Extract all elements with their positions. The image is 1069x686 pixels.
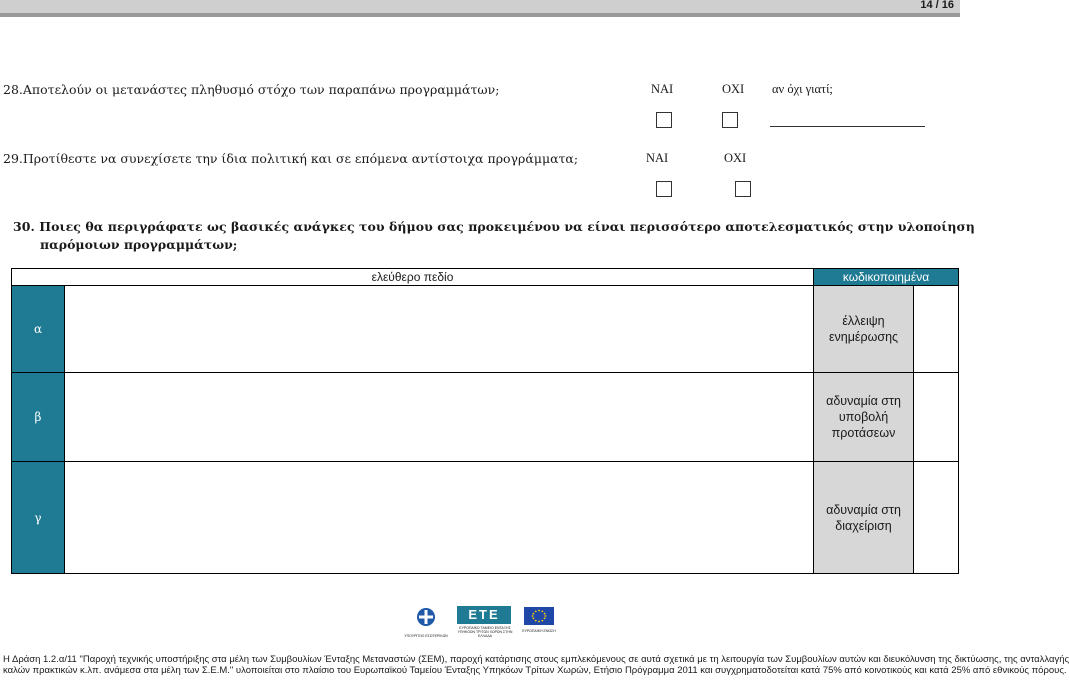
code-mark-a[interactable]: [914, 286, 959, 373]
q28-no-label: ΟΧΙ: [722, 82, 745, 96]
q28-yes-label: ΝΑΙ: [651, 82, 674, 96]
q29-no-checkbox[interactable]: [735, 181, 751, 197]
question-29: 29.Προτίθεστε να συνεχίσετε την ίδια πολιτική και σε επόμενα αντίστοιχα προγράμματα;: [3, 151, 579, 166]
free-field-a[interactable]: [65, 286, 814, 373]
question-30-line2: παρόμοιων προγραμμάτων;: [40, 237, 238, 252]
free-field-c[interactable]: [65, 462, 814, 574]
row-label-c: γ: [12, 462, 65, 574]
greek-ministry-logo: [404, 606, 448, 636]
row-label-b: β: [12, 373, 65, 462]
header-divider: [0, 14, 960, 17]
left-logo-caption: ΥΠΟΥΡΓΕΙΟ ΕΣΩΤΕΡΙΚΩΝ: [404, 634, 448, 638]
question-30-line1: 30. Ποιες θα περιγράφατε ως βασικές ανάγκες του δήμου σας προκειμένου να είναι περισσότερο αποτελεσματικός στην υλοποίηση: [13, 219, 975, 234]
code-mark-c[interactable]: [914, 462, 959, 574]
q29-yes-label: ΝΑΙ: [646, 151, 669, 165]
ete-logo-mark: ΕΤΕ: [457, 606, 511, 624]
free-field-b[interactable]: [65, 373, 814, 462]
q28-why-label: αν όχι γιατί;: [772, 82, 833, 96]
eu-flag-icon: [524, 607, 554, 625]
table-row: [12, 286, 959, 373]
page-number: 14 / 16: [920, 0, 954, 11]
question-28: 28.Αποτελούν οι μετανάστες πληθυσμό στόχο των παραπάνω προγραμμάτων;: [3, 82, 500, 97]
code-option-a: έλλειψη ενημέρωσης: [814, 286, 914, 373]
q28-yes-checkbox[interactable]: [656, 112, 672, 128]
code-option-b: αδυναμία στη υποβολή προτάσεων: [814, 373, 914, 462]
q29-yes-checkbox[interactable]: [656, 181, 672, 197]
code-option-c: αδυναμία στη διαχείριση: [814, 462, 914, 574]
right-logo-caption: ΕΥΡΩΠΑΪΚΗ ΕΝΩΣΗ: [522, 629, 556, 633]
footer-line-1: Η Δράση 1.2.α/11 "Παροχή τεχνικής υποστήριξης στα μέλη των Συμβουλίων Ένταξης Μεταναστών (ΣΕΜ), παροχή κατάρτισης στους εμπλεκόμενους σε αυτά σχετικά με τη λειτουργία των Συμβουλίων αυτών και διευκόλυνση της δικτύωσης, της ανταλλαγής: [3, 654, 1069, 665]
eu-logo: [521, 607, 557, 635]
row-label-a: α: [12, 286, 65, 373]
q28-why-answer-line[interactable]: [770, 126, 925, 127]
table-row: [12, 462, 959, 574]
free-field-header: ελεύθερο πεδίο: [12, 269, 814, 286]
page-header-bar: [0, 0, 960, 14]
q28-no-checkbox[interactable]: [722, 112, 738, 128]
answer-table: [11, 268, 959, 574]
mid-logo-caption: ΕΥΡΩΠΑΪΚΟ ΤΑΜΕΙΟ ΕΝΤΑΞΗΣ ΥΠΗΚΟΩΝ ΤΡΙΤΩΝ ΧΩΡΩΝ ΣΤΗΝ ΕΛΛΑΔΑ: [457, 626, 513, 638]
ete-logo: [457, 606, 513, 640]
code-mark-b[interactable]: [914, 373, 959, 462]
table-row: [12, 373, 959, 462]
footer-note: [3, 655, 1069, 676]
coded-header: κωδικοποιημένα: [814, 269, 959, 286]
greek-emblem-icon: [404, 606, 448, 630]
q29-no-label: ΟΧΙ: [724, 151, 747, 165]
footer-line-2: καλών πρακτικών κ.λπ. ανάμεσα στα μέλη των Σ.Ε.Μ." υλοποιείται στο πλαίσιο του Ευρωπαϊκού Ταμείου Ένταξης Υπηκόων Τρίτων Χωρών, Ετήσιο Πρόγραμμα 2011 και συγχρηματοδοτείται κατά 75% από κοινοτικούς και κατά 25% από εθνικούς πόρους.: [3, 664, 1067, 676]
